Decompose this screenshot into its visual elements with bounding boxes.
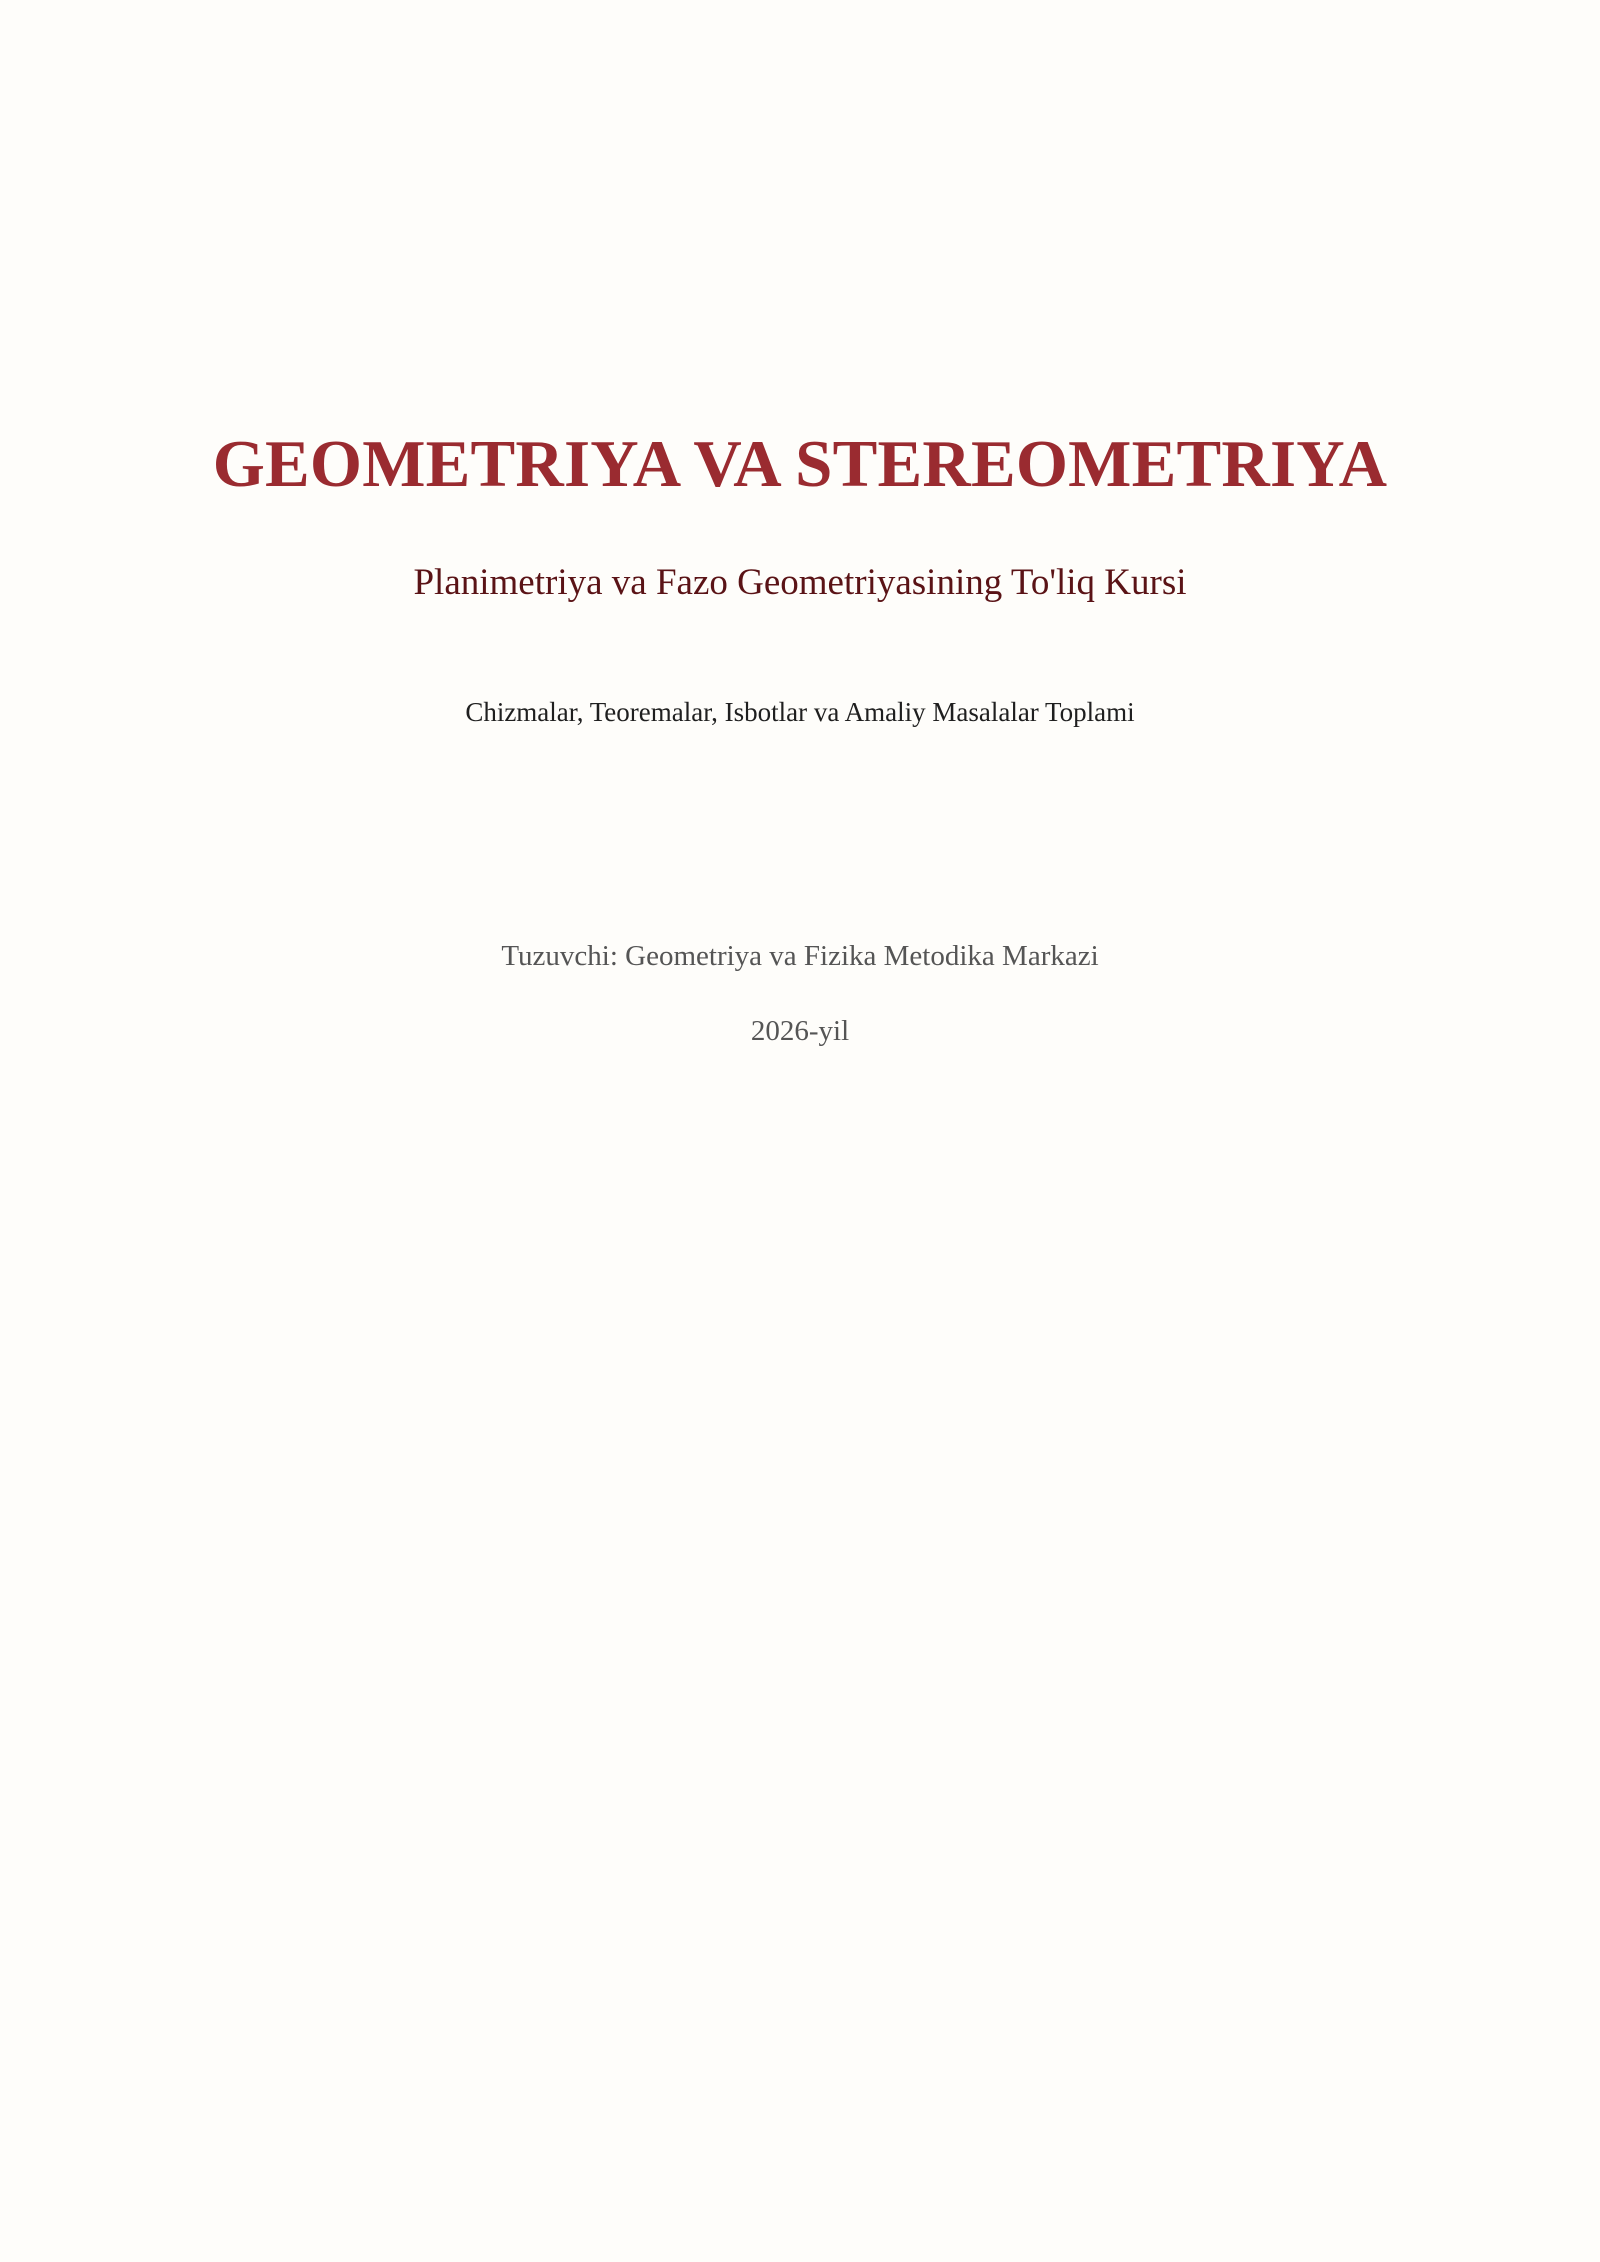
document-tagline: Chizmalar, Teoremalar, Isbotlar va Amaliy Masalalar Toplami: [465, 697, 1135, 727]
publication-year: 2026-yil: [750, 1015, 850, 1047]
document-title: GEOMETRIYA VA STEREOMETRIYA: [212, 427, 1388, 501]
document-subtitle: Planimetriya va Fazo Geometriyasining To'liq Kursi: [413, 562, 1187, 603]
author-line: Tuzuvchi: Geometriya va Fizika Metodika Markazi: [501, 940, 1099, 972]
